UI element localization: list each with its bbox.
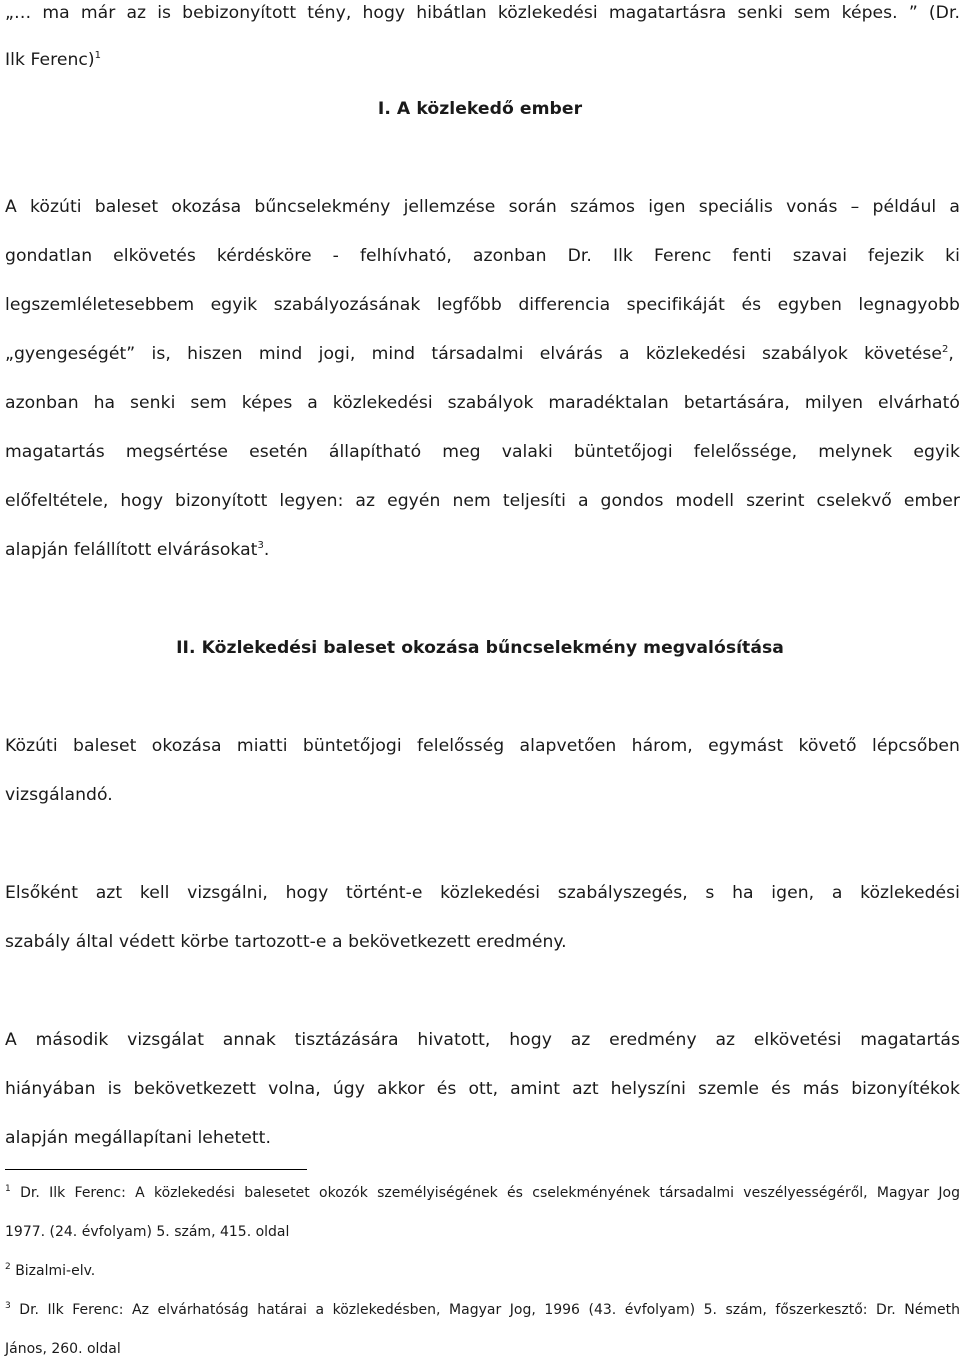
paragraph-line: A közúti baleset okozása bűncselekmény jellemzése során számos igen speciális vonás – például a <box>5 197 960 217</box>
footnote-number: 3 <box>5 1301 11 1311</box>
paragraph-line: magatartás megsértése esetén állapítható meg valaki büntetőjogi felelőssége, melynek egyik <box>5 442 960 462</box>
paragraph-line: Közúti baleset okozása miatti büntetőjogi felelősség alapvetően három, egymást követő lépcsőben <box>5 736 960 756</box>
footnote-3-cont: János, 260. oldal <box>5 1341 121 1357</box>
footnote-text: Bizalmi-elv. <box>15 1263 96 1279</box>
paragraph-line <box>5 343 960 365</box>
paragraph-line: Elsőként azt kell vizsgálni, hogy történt-e közlekedési szabályszegés, s ha igen, a közlekedési <box>5 883 960 903</box>
footnote-number: 1 <box>5 1184 11 1194</box>
paragraph-line: azonban ha senki sem képes a közlekedési szabályok maradéktalan betartására, milyen elvárható <box>5 393 960 413</box>
footnote-3 <box>5 1301 960 1319</box>
paragraph-line: legszemléletesebbem egyik szabályozásának legfőbb differencia specifikáját és egyben legnagyobb <box>5 295 960 315</box>
paragraph-line: gondatlan elkövetés kérdésköre - felhívható, azonban Dr. Ilk Ferenc fenti szavai fejezik ki <box>5 246 960 266</box>
paragraph-line: A második vizsgálat annak tisztázására hivatott, hogy az eredmény az elkövetési magatartás <box>5 1030 960 1050</box>
quote-line <box>5 49 960 71</box>
paragraph-text: . <box>263 540 270 560</box>
paragraph-text: „gyengeségét” is, hiszen mind jogi, mind társadalmi elvárás a közlekedési szabályok követése <box>5 344 942 364</box>
footnote-1-cont: 1977. (24. évfolyam) 5. szám, 415. oldal <box>5 1224 290 1240</box>
section-heading: I. A közlekedő ember <box>377 99 583 119</box>
footnote-1 <box>5 1184 960 1202</box>
paragraph-line: szabály által védett körbe tartozott-e a bekövetkezett eredmény. <box>5 932 567 952</box>
footnote-number: 2 <box>5 1262 11 1272</box>
footnote-text: Dr. Ilk Ferenc: A közlekedési balesetet okozók személyiségének és cselekményének társadalmi veszélyességéről, Magyar Jog <box>20 1185 960 1201</box>
quote-attribution: Ilk Ferenc) <box>5 50 95 70</box>
footnote-ref[interactable]: 3 <box>257 540 264 551</box>
footnote-2 <box>5 1262 960 1280</box>
paragraph-text: alapján felállított elvárásokat <box>5 540 258 560</box>
paragraph-text: , <box>948 344 954 364</box>
footnote-text: Dr. Ilk Ferenc: Az elvárhatóság határai a közlekedésben, Magyar Jog, 1996 (43. évfolyam) 5. szám, főszerkesztő: Dr. Németh <box>19 1302 960 1318</box>
quote-line <box>5 2 960 24</box>
paragraph-line: vizsgálandó. <box>5 785 113 805</box>
section-heading: II. Közlekedési baleset okozása bűncselekmény megvalósítása <box>176 638 784 658</box>
quote-text: „… ma már az is bebizonyított tény, hogy hibátlan közlekedési magatartásra senki sem képes. ” (Dr. <box>5 3 960 23</box>
footnote-separator <box>5 1169 307 1170</box>
footnote-ref[interactable]: 2 <box>942 344 949 355</box>
paragraph-line: előfeltétele, hogy bizonyított legyen: az egyén nem teljesíti a gondos modell szerint cselekvő ember <box>5 491 960 511</box>
paragraph-line: alapján megállapítani lehetett. <box>5 1128 271 1148</box>
paragraph-line: hiányában is bekövetkezett volna, úgy akkor és ott, amint azt helyszíni szemle és más bizonyítékok <box>5 1079 960 1099</box>
footnote-ref[interactable]: 1 <box>94 50 102 61</box>
paragraph-line <box>5 539 960 561</box>
